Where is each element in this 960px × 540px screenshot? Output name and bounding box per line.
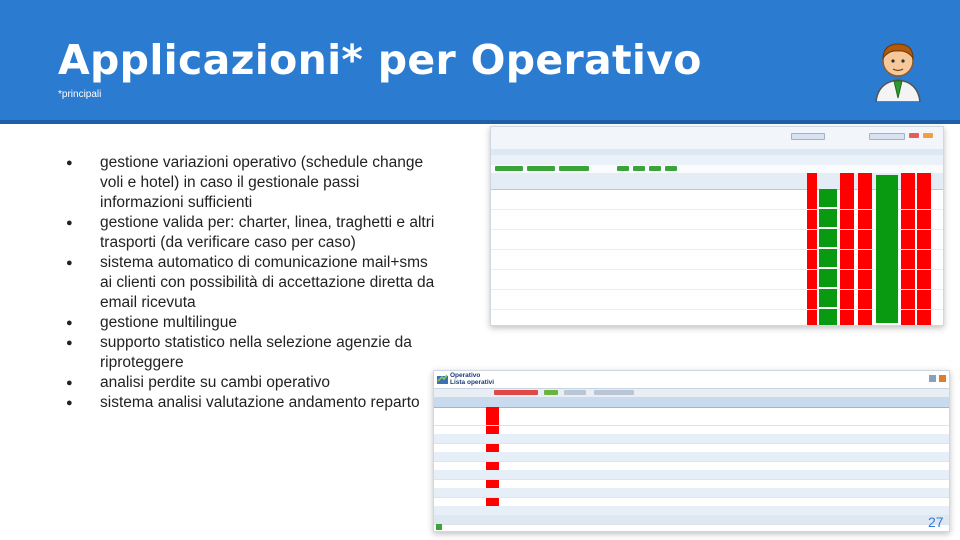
bullet-item: ● gestione valida per: charter, linea, traghetti e altri trasporti (da verificare caso per caso)	[64, 213, 444, 253]
status-cell	[819, 189, 837, 207]
export-icon	[436, 524, 442, 530]
bullet-item: ● analisi perdite su cambi operativo	[64, 373, 444, 393]
bullet-item: ● gestione variazioni operativo (schedule change voli e hotel) in caso il gestionale passi informazioni sufficienti	[64, 153, 444, 213]
user-avatar-icon	[872, 40, 924, 102]
app-title-line: Operativo	[450, 372, 481, 379]
feature-list	[64, 153, 444, 413]
app-title	[450, 372, 494, 386]
bullet-item: ● gestione multilingue	[64, 313, 444, 333]
header-divider	[0, 120, 960, 124]
print-icon	[929, 375, 936, 382]
status-cell	[819, 209, 837, 227]
status-column-green	[876, 175, 898, 323]
table-total-row	[434, 515, 949, 525]
slide-subtitle: *principali	[58, 89, 102, 100]
slide-title: Applicazioni* per Operativo	[58, 36, 702, 84]
status-cell	[819, 309, 837, 325]
table-row	[434, 407, 949, 426]
status-cell	[819, 249, 837, 267]
screenshot-variazioni	[490, 126, 944, 326]
app-title-line: Lista operativi	[450, 379, 495, 386]
status-cell	[819, 289, 837, 307]
screenshot-lista-operativi	[433, 370, 950, 532]
page-number: 27	[928, 514, 944, 530]
status-cell	[819, 269, 837, 287]
help-icon	[939, 375, 946, 382]
bullet-item: ● supporto statistico nella selezione agenzie da riproteggere	[64, 333, 444, 373]
action-bar	[491, 165, 943, 173]
app-logo-icon	[437, 373, 448, 384]
app-toolbar	[491, 127, 943, 150]
status-cell	[819, 229, 837, 247]
bullet-item: ● sistema automatico di comunicazione mail+sms ai clienti con possibilità di accettazione diretta da email ricevuta	[64, 253, 444, 313]
bullet-item: ● sistema analisi valutazione andamento reparto	[64, 393, 444, 413]
